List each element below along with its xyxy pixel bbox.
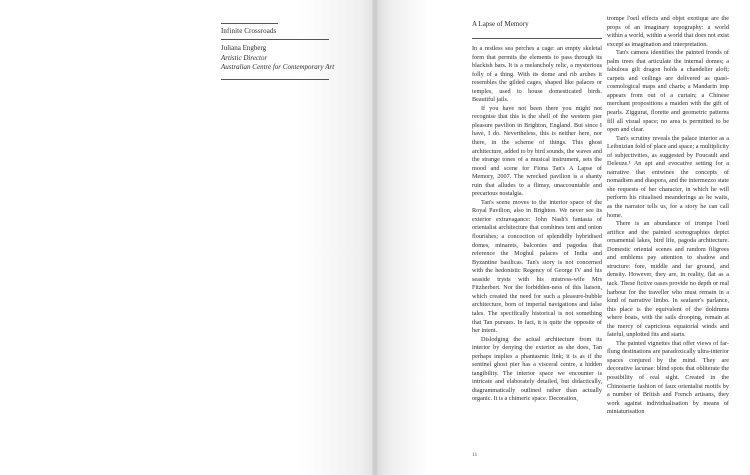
paragraph: Tan's scrutiny reveals the palace interior as a Leibnizian fold of place and space; a multiplicity of subjectivities, as suggested by Foucault and Deleuze.¹ An apt and evocative setting for a narrative that entwines the concepts of nomadism and diaspora, and the intermezzo state she requests of her character, in which he will perform his ritualised meanderings as he waits, as the narrator tells us, for a story he can call home.	[607, 134, 729, 219]
author-bottom-rule	[221, 79, 329, 80]
paragraph: In a restless sea perches a cage: an empty skeletal form that permits the elements to pass through its blackish bars. It is a melancholy relic, a mysterious folly of a thing. With its dome and rib arches it resembles the gilded cages, shaped like palaces or temples, used to house domesticated birds. Beautiful jails.	[472, 45, 602, 104]
author-block	[221, 44, 334, 73]
author-role: Artistic Director	[221, 53, 268, 62]
book-gutter	[372, 0, 378, 475]
article-title: A Lapse of Memory	[472, 20, 529, 28]
section-title: Infinite Crossroads	[221, 27, 277, 35]
paragraph: Tan's camera identifies the painted fronds of palm trees that articulate the internal domes; a fabulous gilt dragon holds a chandelier aloft; carpets and ceilings are delivered as quasi-cosmological maps and charts; a Mandarin imp appears from out of a curtain; a Chinese merchant propositions a maiden with the gift of pearls. Ziggurat, florette and geometric patterns fill all visual space; no area is permitted to be open and clear.	[607, 49, 729, 134]
page-number: 11	[472, 452, 478, 458]
author-organisation: Australian Centre for Contemporary Art	[221, 63, 335, 72]
paragraph: There is an abundance of trompe l'oeil artifice and the painted scenographies depict ornamental lakes, bird life, pagoda architecture. Domestic oriental scenes and random filigrees and emblems pay attention to shadow and structure: fore, middle and far ground, and density. However, they are, in reality, flat as a tack. These fictive oases provide no depth or real harbour for the traveller who must remain in a kind of narrative limbo. In seafarer's parlance, this place is the equivalent of the doldrums where boats, with the sails drooping, remain at the mercy of capricious equatorial winds and fateful, unplotted fits and starts.	[607, 220, 729, 339]
paragraph: trompe l'oeil effects and objet exotique are the props of an imaginary topography: a world within a world, within a world that does not exist except as imagination and interpretation.	[607, 15, 729, 48]
paragraph: Tan's scene moves to the interior space of the Royal Pavilion, also in Brighton. We never see its exterior extravagance: John Nash's fantasia of orientalist architecture that combines tent and onion flourishes; a concoction of splendidly hybridised domes, minarets, balconies and pagodas that reference the Moghul palaces of India and Byzantine basilicas. Tan's story is not concerned with the hedonistic Regency of George IV and his seaside trysts with his mistress-wife Mrs Fitzherbert. Nor the forbidden-ness of this liaison, which created the need for such a pleasure-bubble architecture, born of imperial navigations and false tales. The specifically historical is not something that Tan pursues. In fact, it is quite the opposite of her intent.	[472, 198, 602, 335]
author-name: Juliana Engberg	[221, 44, 267, 52]
text-column-1	[472, 45, 602, 404]
text-column-2	[607, 15, 729, 417]
paragraph: Dislodging the actual architecture from its interior by denying the exterior as she does, Tan perhaps implies a phantasmic link; it is as if the sentinel ghost pier has a visceral centre, a hidden tangibility. The interior space we encounter is intricate and elaborately detailed, but didactically, diagrammatically outlined rather than actually organic. It is a chimeric space. Decoration,	[472, 335, 602, 403]
title-bottom-rule	[221, 39, 329, 40]
article-title-rule	[472, 38, 602, 39]
paragraph: If you have not been there you might not recognise that this is the shell of the western pier pleasure pavilion in Brighton, England. But since I have, I do. Nevertheless, this is neither here, nor there, in the scheme of things. This ghost architecture, added to by bird sounds, the waves and the strange tones of a musical instrument, sets the mood and scene for Fiona Tan's A Lapse of Memory, 2007. The wrecked pavilion is a shanty ruin that alludes to a flimsy, unaccountable and precarious nostalgia.	[472, 104, 602, 198]
title-top-rule	[221, 23, 278, 24]
paragraph: The painted vignettes that offer views of far-flung destinations are paradoxically ultra-interior spaces conjured by the mind. They are decorative lacunae: blind spots that obliterate the possibility of real sight. Created in the Chinoiserie fashion of faux orientalist motifs by a number of British and French artisans, they work against individualisation by means of miniaturisation	[607, 339, 729, 416]
